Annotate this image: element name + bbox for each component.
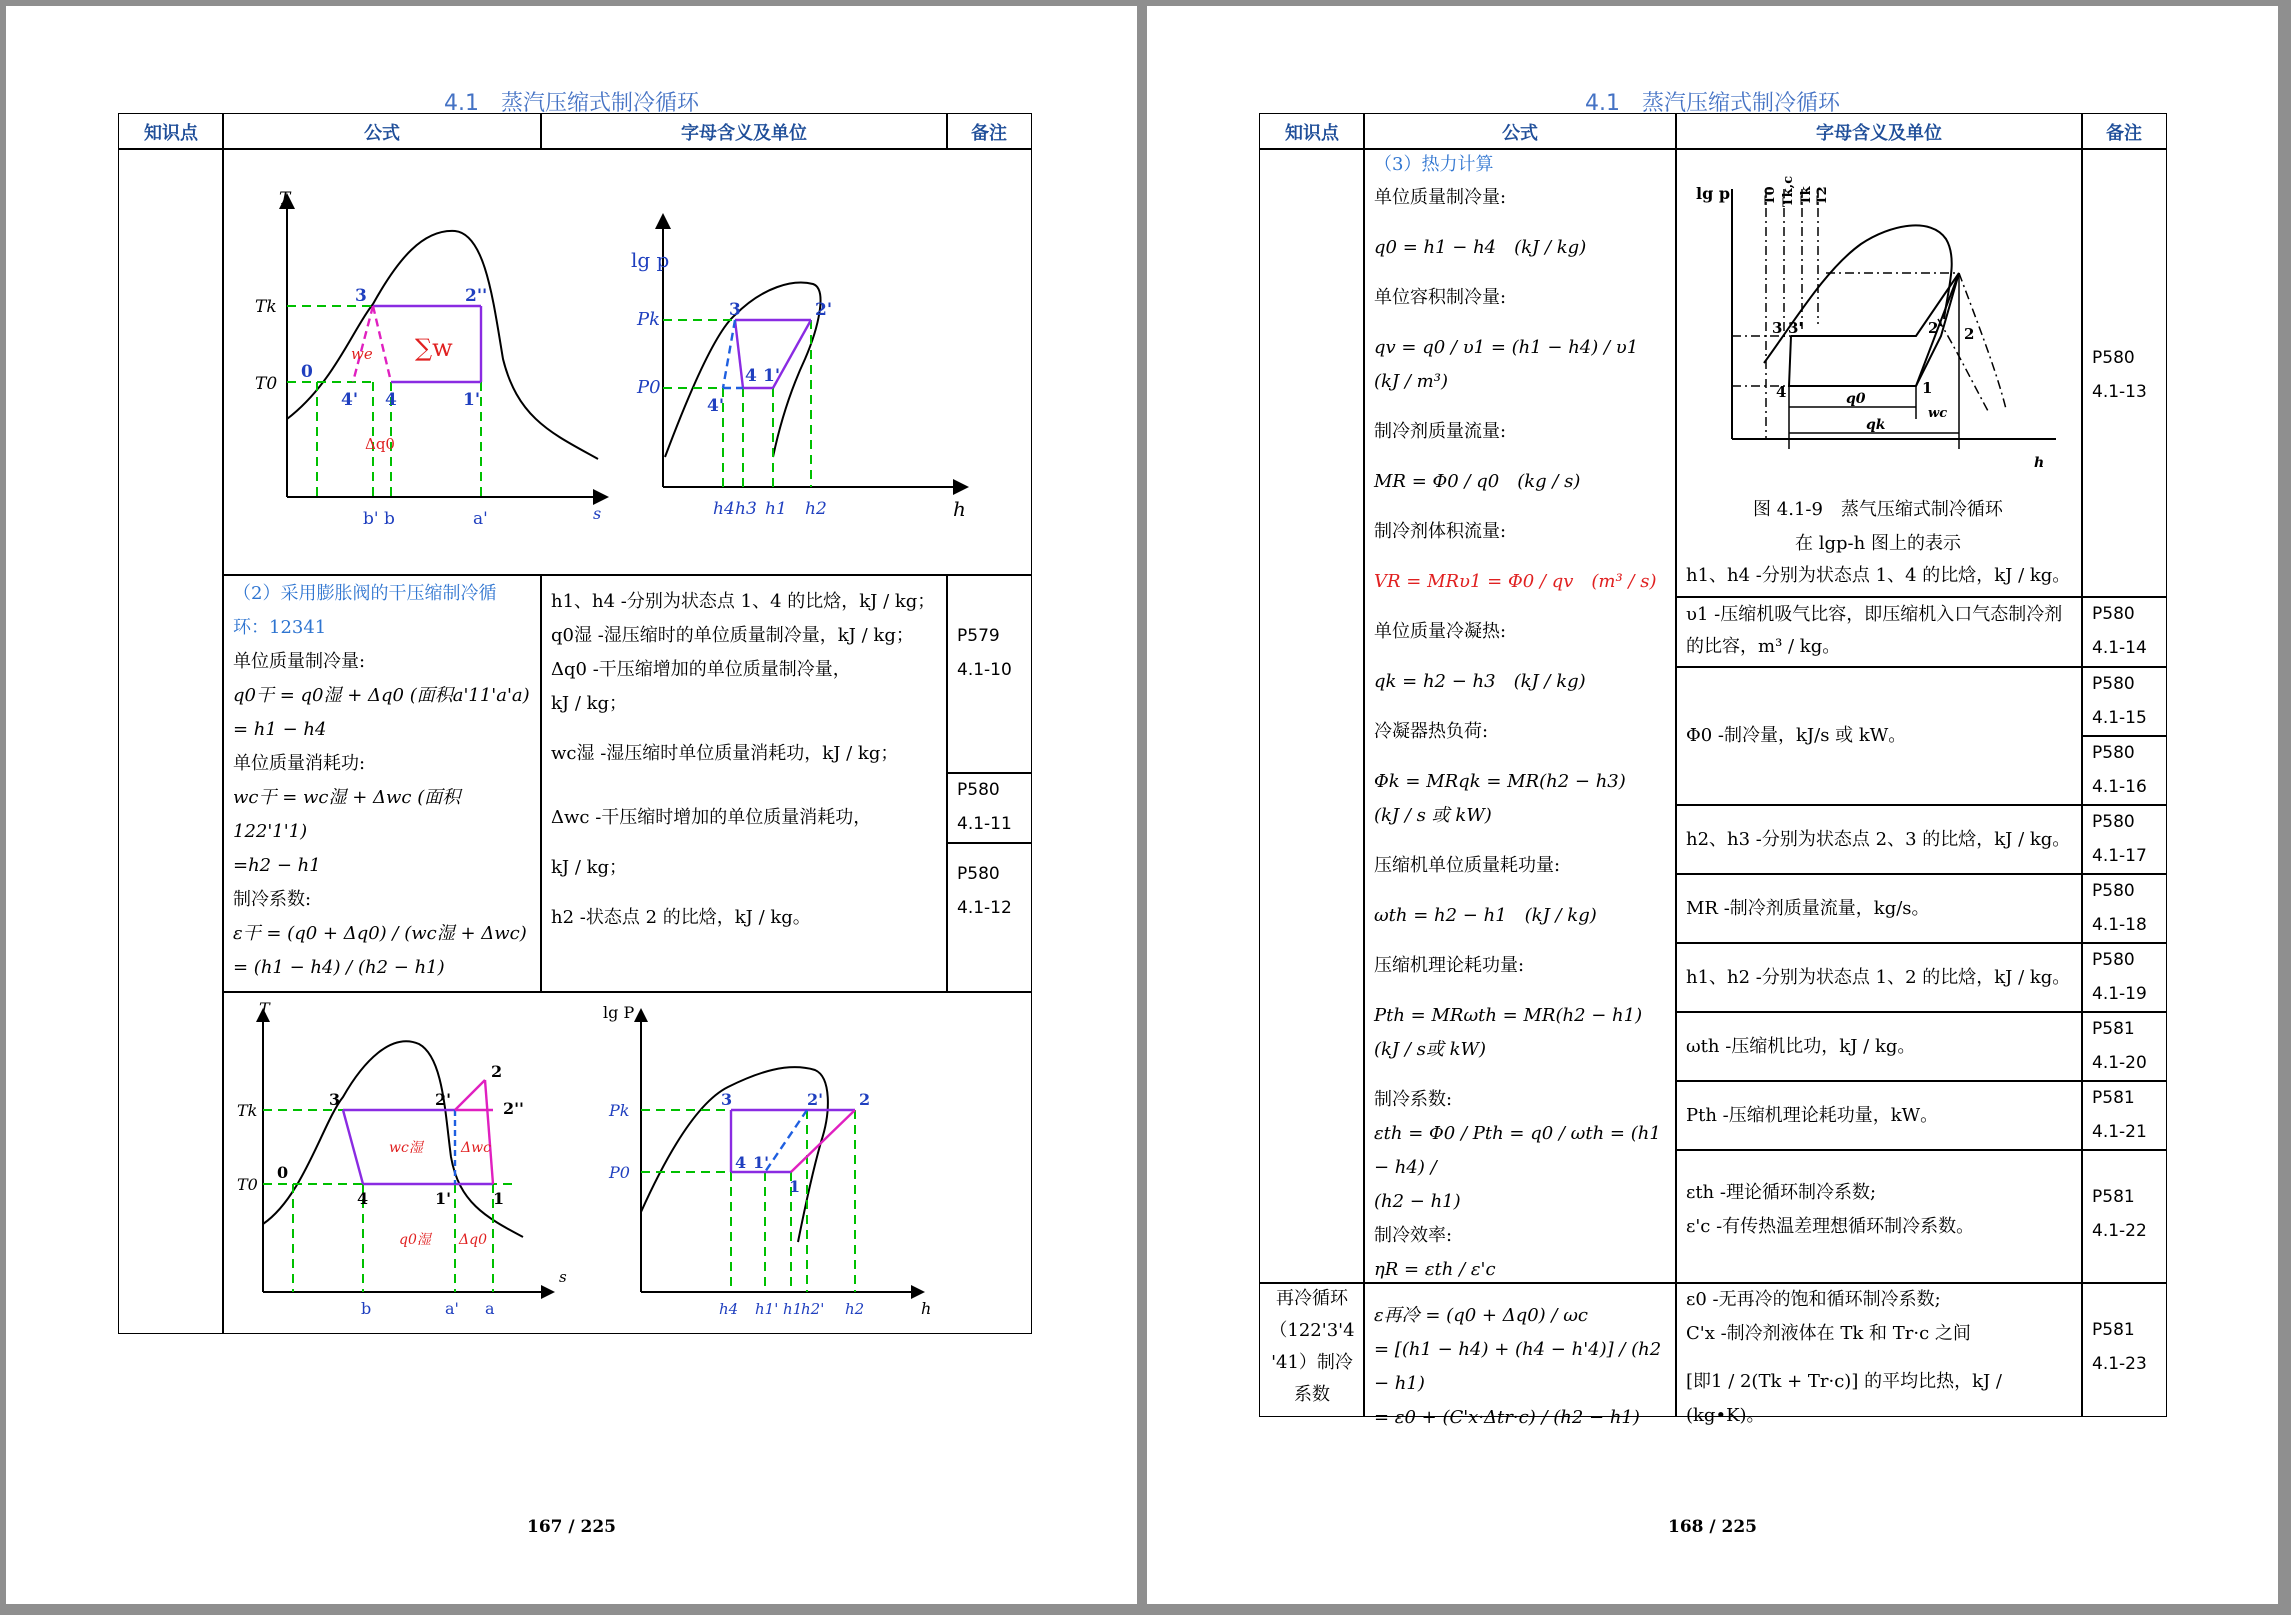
fig1-point-1p: 1' [463,390,481,410]
ref-page: P580 [2092,604,2135,624]
sec3-line-2: q0 = h1 − h4 (kJ / kg) [1374,237,1587,258]
lgph-diagram [623,149,1033,569]
ref-eq: 4.1-17 [2092,846,2147,866]
ref-4-1-17 [2081,804,2167,875]
page-168 [1147,6,2278,1604]
fig3-ap-label: a' [445,1299,459,1318]
sec3-line-5: (kJ / m³) [1374,371,1448,392]
fig5-wc-label: wc [1928,406,1948,421]
sec3-line-13: Φk = MRqk = MR(h2 − h3) [1374,771,1626,792]
ref-page: P580 [2092,674,2135,694]
sec3-heading: （3）热力计算 [1374,154,1494,175]
fig5-point-2p: 2' [1928,319,1944,337]
fig1-b-label: b' b [363,509,395,529]
figure-caption-line-2: 在 lgp-h 图上的表示 [1795,533,1961,554]
fig3-s-label: s [559,1268,567,1286]
meaning-eth-line-2: ε'c -有传热温差理想循环制冷系数。 [1686,1216,1975,1237]
sec3-line-19: (kJ / s或 kW) [1374,1039,1487,1060]
ref-eq: 4.1-14 [2092,638,2147,658]
sec2-meaning-3: Δq0 -干压缩增加的单位质量制冷量， [551,659,851,680]
sec3-line-10: 单位质量冷凝热: [1374,621,1507,642]
fig5-point-4: 4 [1776,383,1787,401]
ref-4-1-15 [2081,666,2167,737]
fig5-point-3: 3 [1772,319,1783,337]
sec3-formula-cell [1363,148,1677,1284]
fig4-point-1: 1 [789,1177,801,1196]
fig4-point-2p: 2' [807,1090,824,1109]
fig3-point-2: 2 [491,1062,503,1081]
meaning-pth: Pth -压缩机理论耗功量，kW。 [1675,1080,2083,1151]
ref-page: P581 [2092,1019,2135,1039]
fig2-point-3: 3 [729,300,741,320]
fig1-point-0: 0 [301,362,313,382]
fig4-h1-label: h1 [783,1300,803,1318]
fig5-point-3p: 3' [1788,319,1804,337]
sec3-line-14: (kJ / s 或 kW) [1374,805,1492,826]
ref-4-1-20 [2081,1011,2167,1082]
sec3-line-9: VR = MRυ1 = Φ0 / qv (m³ / s) [1374,571,1657,592]
fig5-qk-label: qk [1866,417,1886,433]
subcool-formula [1363,1282,1677,1428]
sec2-line-2: q0干 = q0湿 + Δq0 (面积a'11'a'a) [233,685,530,706]
fig3-T-label: T [259,999,270,1018]
meaning-eth-line-1: εth -理论循环制冷系数; [1686,1182,1877,1203]
header-knowledge: 知识点 [1259,113,1365,150]
fig3-Tk-label: Tk [237,1101,258,1120]
ts-diagram [223,149,623,569]
ts-diagram-dry [223,992,593,1327]
ref-4-1-18 [2081,873,2167,944]
fig1-s-label: s [593,504,602,523]
page-167 [6,6,1137,1604]
meaning-h2-h3: h2、h3 -分别为状态点 2、3 的比焓，kJ / kg。 [1675,804,2083,875]
fig4-point-3: 3 [721,1090,733,1109]
fig5-Tkc-label: Tk,c [1781,175,1796,207]
subcool-formula-line-2: = [(h1 − h4) + (h4 − h'4)] / (h2 − h1) [1374,1339,1662,1394]
fig3-dq0-label: Δq0 [459,1232,487,1248]
fig2-point-4: 4 [745,366,757,386]
fig3-wc-label: wc湿 [389,1140,423,1156]
fig5-point-2: 2 [1964,325,1975,343]
header-formula: 公式 [1363,113,1677,150]
ref-eq: 4.1-10 [957,660,1012,680]
meaning-h1-h4: h1、h4 -分别为状态点 1、4 的比焓，kJ / kg。 [1686,565,2071,586]
lgph-diagram-dry [593,992,1033,1327]
knowledge-column [1259,148,1365,1284]
diagram-row-1 [222,148,1032,576]
fig4-point-2: 2 [859,1090,871,1109]
subcool-formula-line-1: ε再冷 = (q0 + Δq0) / ωc [1374,1305,1588,1326]
fig1-point-4: 4 [385,390,397,410]
ref-page: P581 [2092,1187,2135,1207]
fig3-T0-label: T0 [237,1175,258,1194]
sec2-line-1: 单位质量制冷量: [233,651,366,672]
fig3-dwc-label: Δwc [461,1140,491,1156]
ref-page: P579 [957,626,1000,646]
fig5-T0-label: T0 [1763,186,1778,205]
fig5-lgp-label: lg p [1696,184,1731,203]
ref-4-1-12 [946,842,1032,993]
subcool-meaning [1675,1282,2083,1426]
meaning-phi0: Φ0 -制冷量，kJ/s 或 kW。 [1675,666,2083,806]
fig3-point-4: 4 [357,1189,369,1208]
fig1-point-2: 2'' [465,286,488,306]
ref-eq: 4.1-16 [2092,777,2147,797]
subcool-formula-line-3: = ε0 + (C'x·Δtr·c) / (h2 − h1) [1374,1407,1640,1428]
sec3-line-4: qv = q0 / υ1 = (h1 − h4) / υ1 [1374,337,1639,358]
fig4-point-1p: 1' [753,1153,770,1172]
page-title: 4.1 蒸汽压缩式制冷循环 [1585,91,1840,116]
fig2-h2-label: h2 [805,499,827,519]
fig4-h-label: h [921,1299,932,1318]
sec2-heading: （2）采用膨胀阀的干压缩制冷循环：12341 [233,583,497,638]
header-meaning: 字母含义及单位 [540,113,948,150]
fig2-h-label: h [953,497,966,521]
sec3-line-8: 制冷剂体积流量: [1374,521,1507,542]
fig2-point-4p: 4' [707,396,725,416]
fig4-P0-label: P0 [609,1163,630,1182]
header-note: 备注 [2081,113,2167,150]
page-number: 167 / 225 [526,1517,617,1537]
sec2-meaning-4: kJ / kg； [551,693,628,714]
fig3-point-1p: 1' [435,1189,452,1208]
ref-4-1-21 [2081,1080,2167,1151]
ref-page: P580 [2092,881,2135,901]
fig1-point-4p: 4' [341,390,359,410]
sec2-meaning-1: h1、h4 -分别为状态点 1、4 的比焓，kJ / kg； [551,591,936,612]
ref-page: P580 [2092,743,2135,763]
ref-4-1-22 [2081,1149,2167,1284]
fig1-sumw-label: ∑w [415,334,453,362]
subcool-meaning-line-2: C'x -制冷剂液体在 Tk 和 Tr·c 之间 [1686,1323,1971,1344]
fig3-a-label: a [485,1299,495,1318]
sec3-line-15: 压缩机单位质量耗功量: [1374,855,1561,876]
fig4-h2-label: h2 [845,1300,865,1318]
fig1-we-label: we [351,345,373,363]
ref-page: P581 [2092,1320,2135,1340]
sec2-meaning-5: wc湿 -湿压缩时单位质量消耗功，kJ / kg； [551,743,899,764]
fig5-h-label: h [2034,455,2045,471]
fig1-T0-label: T0 [255,374,278,394]
ref-eq: 4.1-23 [2092,1354,2147,1374]
ref-4-1-19 [2081,942,2167,1013]
fig5-q0-label: q0 [1846,391,1866,407]
diagram-row-3 [222,991,1032,1334]
sec3-line-7: MR = Φ0 / q0 (kg / s) [1374,471,1581,492]
page-number: 168 / 225 [1667,1517,1758,1537]
sec3-line-20: 制冷系数: [1374,1089,1453,1110]
sec3-line-23: 制冷效率: [1374,1225,1453,1246]
fig4-h2p-label: h2' [801,1300,825,1318]
header-meaning: 字母含义及单位 [1675,113,2083,150]
fig2-lgp-label: lg p [631,248,670,272]
ref-4-1-16 [2081,735,2167,806]
sec2-line-4: 单位质量消耗功: [233,753,366,774]
sec2-meaning-8: h2 -状态点 2 的比焓，kJ / kg。 [551,907,811,928]
ref-eq: 4.1-11 [957,814,1012,834]
ref-eq: 4.1-15 [2092,708,2147,728]
fig1-a-label: a' [473,509,488,529]
sec3-line-1: 单位质量制冷量: [1374,187,1507,208]
ref-page: P580 [957,864,1000,884]
fig5-point-1: 1 [1922,379,1933,397]
sec2-line-5: wc干 = wc湿 + Δwc (面积122'1'1) [233,787,461,842]
fig1-dq-label: Δq0 [365,435,395,453]
page-title: 4.1 蒸汽压缩式制冷循环 [444,91,699,116]
sec3-line-22: (h2 − h1) [1374,1191,1461,1212]
ref-page: P580 [2092,348,2135,368]
ref-eq: 4.1-20 [2092,1053,2147,1073]
sec3-line-18: Pth = MRωth = MR(h2 − h1) [1374,1005,1643,1026]
subcool-meaning-line-1: ε0 -无再冷的饱和循环制冷系数; [1686,1289,1941,1310]
subcool-topic-line-1: 再冷循环 [1276,1288,1348,1309]
fig2-point-1p: 1' [763,366,781,386]
fig4-h1p-label: h1' [755,1300,779,1318]
lgph-figure-4-1-9 [1676,149,2080,489]
ref-page: P581 [2092,1088,2135,1108]
fig1-point-3: 3 [355,286,367,306]
ref-eq: 4.1-12 [957,898,1012,918]
meaning-mr: MR -制冷剂质量流量，kg/s。 [1675,873,2083,944]
sec2-meaning-7: kJ / kg； [551,857,628,878]
fig4-lgP-label: lg P [603,1003,635,1022]
fig3-q0-label: q0湿 [399,1232,431,1248]
meaning-h1-h2: h1、h2 -分别为状态点 1、2 的比焓，kJ / kg。 [1675,942,2083,1013]
ref-eq: 4.1-22 [2092,1221,2147,1241]
sec2-meaning-6: Δwc -干压缩时增加的单位质量消耗功， [551,807,872,828]
ref-eq: 4.1-13 [2092,382,2147,402]
ref-4-1-13 [2081,148,2167,598]
ref-eq: 4.1-19 [2092,984,2147,1004]
sec3-line-16: ωth = h2 − h1 (kJ / kg) [1374,905,1597,926]
fig2-h1-label: h1 [765,499,787,519]
fig2-P0-label: P0 [637,377,661,398]
fig3-point-2p: 2' [435,1090,452,1109]
ref-4-1-11 [946,772,1032,844]
subcool-topic-line-2: （122'3'4 [1269,1320,1355,1341]
subcool-meaning-line-3: [即1 / 2(Tk + Tr·c)] 的平均比热，kJ / (kg•K)。 [1686,1371,2002,1426]
ref-eq: 4.1-18 [2092,915,2147,935]
fig4-point-4: 4 [735,1153,747,1172]
subcool-topic-line-4: 系数 [1294,1384,1330,1405]
knowledge-column [118,148,224,1334]
fig3-point-1: 1 [493,1189,505,1208]
fig3-point-2pp: 2'' [503,1099,524,1118]
ref-page: P580 [2092,812,2135,832]
fig2-point-2: 2' [815,300,833,320]
fig3-point-0: 0 [277,1163,289,1182]
sec3-line-11: qk = h2 − h3 (kJ / kg) [1374,671,1586,692]
meaning-v1: υ1 -压缩机吸气比容，即压缩机入口气态制冷剂的比容，m³ / kg。 [1675,596,2083,668]
sec2-meaning-2: q0湿 -湿压缩时的单位质量制冷量，kJ / kg； [551,625,914,646]
sec3-line-17: 压缩机理论耗功量: [1374,955,1525,976]
ref-4-1-14 [2081,596,2167,668]
sec2-formula-cell [222,574,542,993]
fig1-Tk-label: Tk [255,297,277,317]
sec3-line-3: 单位容积制冷量: [1374,287,1507,308]
fig4-Pk-label: Pk [609,1101,630,1120]
fig3-point-3: 3 [329,1090,341,1109]
figure-caption-line-1: 图 4.1-9 蒸气压缩式制冷循环 [1753,499,2003,520]
sec2-line-6: =h2 − h1 [233,855,321,876]
sec3-line-6: 制冷剂质量流量: [1374,421,1507,442]
sec2-line-9: = (h1 − h4) / (h2 − h1) [233,957,445,978]
ref-eq: 4.1-21 [2092,1122,2147,1142]
ref-4-1-23 [2081,1282,2167,1417]
subcool-topic-line-3: '41）制冷 [1271,1352,1353,1373]
sec2-meaning-cell [540,574,948,993]
header-note: 备注 [946,113,1032,150]
header-formula: 公式 [222,113,542,150]
ref-4-1-10 [946,574,1032,774]
ref-page: P580 [2092,950,2135,970]
fig2-Pk-label: Pk [637,309,661,330]
sec2-line-7: 制冷系数: [233,889,312,910]
meaning-wth: ωth -压缩机比功，kJ / kg。 [1675,1011,2083,1082]
meaning-eth [1675,1149,2083,1284]
fig4-h4-label: h4 [719,1300,739,1318]
fig2-h3-label: h3 [735,499,757,519]
subcool-topic [1259,1282,1365,1417]
fig2-h4-label: h4 [713,499,735,519]
sec3-line-12: 冷凝器热负荷: [1374,721,1489,742]
fig3-b-label: b [361,1299,372,1318]
sec2-line-8: ε干 = (q0 + Δq0) / (wc湿 + Δwc) [233,923,527,944]
sec3-line-21: εth = Φ0 / Pth = q0 / ωth = (h1 − h4) / [1374,1123,1661,1178]
header-knowledge: 知识点 [118,113,224,150]
sec3-line-24: ηR = εth / ε'c [1374,1259,1496,1280]
fig5-Tk-label: Tk [1799,186,1814,205]
figure-cell [1675,148,2083,598]
fig5-T2-label: T2 [1815,186,1830,205]
ref-page: P580 [957,780,1000,800]
sec2-line-3: = h1 − h4 [233,719,327,740]
fig1-T-label: T [279,189,291,209]
